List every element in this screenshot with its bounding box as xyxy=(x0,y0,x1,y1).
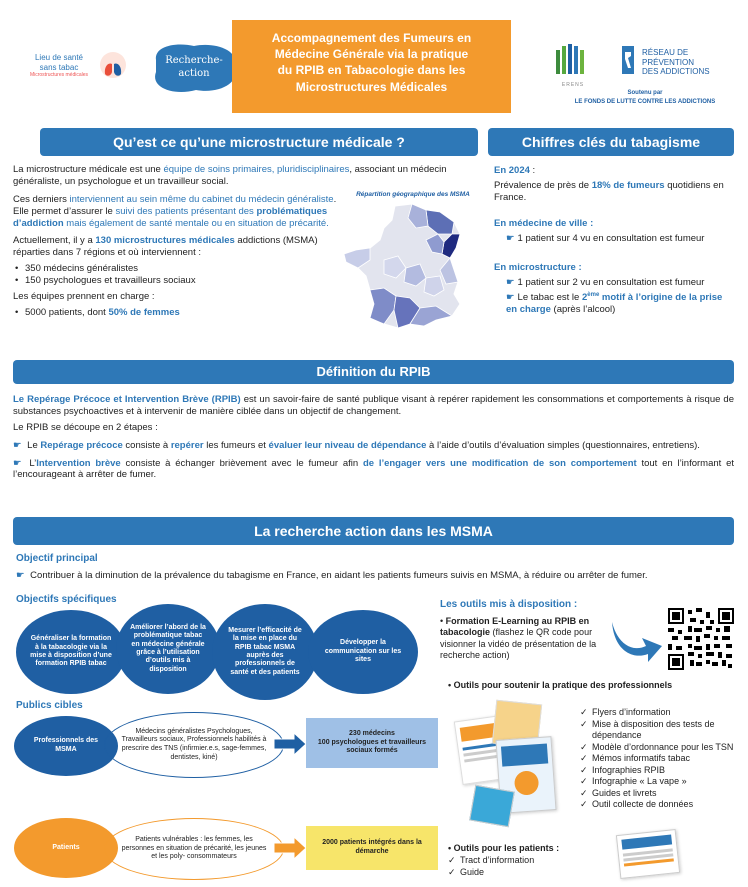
pointing-hand-icon: ☛ xyxy=(506,277,515,289)
chiffres-p4: ☛ Le tabac est le 2ème motif à l’origine de la prise en charge (après l’alcool) xyxy=(506,292,723,316)
micro-p4: Les équipes prennent en charge : xyxy=(13,290,155,302)
curved-arrow-icon xyxy=(608,616,664,664)
logo-lieu-sante xyxy=(24,50,134,90)
pro-desc: Médecins généralistes Psychologues, Travailleurs sociaux, Professionnels habilités à prescrire des TNS (infirmier.e.s, sage-femmes, dentistes, kiné) xyxy=(104,712,284,778)
arrow-right-icon xyxy=(272,732,308,756)
title-line3: du RPIB en Tabacologie dans les xyxy=(277,63,466,78)
rpib-p1: Le Repérage Précoce et Intervention Brève (RPIB) est un savoir-faire de santé publique visant à repérer rapidement les consommations et comportements à risque de substances psychoactives et à intervenir de manière ciblée dans un objectif de changement. xyxy=(13,394,734,417)
micro-banner: Qu’est ce qu’une microstructure médicale ? xyxy=(40,128,478,156)
recherche-banner: La recherche action dans les MSMA xyxy=(13,517,734,545)
map-title: Répartition géographique des MSMA xyxy=(356,191,470,198)
pointing-hand-icon: ☛ xyxy=(16,570,25,581)
publics-title: Publics cibles xyxy=(16,700,83,711)
objective-circle-2: Améliorer l’abord de la problématique tabac en médecine générale grâce à l’utilisation d’outils mis à disposition xyxy=(116,604,220,694)
patient-flyer-image xyxy=(616,829,680,879)
objective-circle-3: Mesurer l’efficacité de la mise en place du RPIB tabac MSMA auprès des professionnels de santé et des patients xyxy=(212,604,318,700)
flyers-image xyxy=(450,698,570,828)
title-line1: Accompagnement des Fumeurs en xyxy=(271,31,472,45)
logo-erens-text: ERENS xyxy=(561,81,585,88)
qr-code[interactable] xyxy=(668,608,734,670)
pat-result: 2000 patients intégrés dans la démarche xyxy=(306,826,438,870)
chiffres-h1: En 2024 : xyxy=(494,165,536,176)
pro-result: 230 médecins 100 psychologues et travailleurs sociaux formés xyxy=(306,718,438,768)
chiffres-banner: Chiffres clés du tabagisme xyxy=(488,128,734,156)
objective-circle-4: Développer la communication sur les sites xyxy=(308,610,418,694)
rpib-p4: ☛ L’Intervention brève consiste à échanger brièvement avec le fumeur afin de l’engager vers une modification de son comportement tout en l’informant et l’encourageant à arrêter de fumer. xyxy=(13,457,734,481)
logo-left-line3: Microstructures médicales xyxy=(29,72,89,79)
outils-title: Les outils mis à disposition : xyxy=(440,599,578,610)
rpa-line3: DES ADDICTIONS xyxy=(642,67,710,77)
obj-text: ☛ Contribuer à la diminution de la prévalence du tabagisme en France, en aidant les patients fumeurs suivis en MSMA, à réduire ou arrêter de fumer. xyxy=(16,570,648,581)
badge-line1: Recherche- xyxy=(165,55,223,66)
fonds-addictions: LE FONDS DE LUTTE CONTRE LES ADDICTIONS xyxy=(574,99,716,105)
list-item: • 150 psychologues et travailleurs sociaux xyxy=(13,275,483,287)
lungs-icon xyxy=(100,50,126,80)
pointing-hand-icon: ☛ xyxy=(506,232,515,244)
soutenu-par: Soutenu par xyxy=(627,90,663,96)
pat-tools-list xyxy=(448,855,588,878)
header xyxy=(0,0,748,125)
list-item: ✓ Mise à disposition des tests de dépendance xyxy=(580,719,738,742)
title-box xyxy=(232,20,511,113)
list-item: ✓ Tract d’information xyxy=(448,855,588,867)
rpib-banner: Définition du RPIB xyxy=(13,360,734,384)
micro-p1: La microstructure médicale est une équipe de soins primaires, pluridisciplinaires, associant un médecin généraliste, un psychologue et un travailleur social. xyxy=(13,164,447,187)
rpib-p3: ☛ Le Repérage précoce consiste à repérer les fumeurs et évaluer leur niveau de dépendance à l’aide d’outils d’évaluation simples (questionnaires, entretiens). xyxy=(13,439,700,451)
rpib-section xyxy=(13,394,734,481)
spec-title: Objectifs spécifiques xyxy=(16,594,117,605)
list-item: ✓ Guide xyxy=(448,867,588,879)
list-item: ✓ Mémos informatifs tabac xyxy=(580,753,738,765)
objective-circle-1: Généraliser la formation à la tabacologie via la mise à disposition d’une formation RPIB tabac xyxy=(16,610,126,694)
france-map xyxy=(340,200,475,335)
pointing-hand-icon: ☛ xyxy=(13,439,22,451)
chiffres-h3: En microstructure : xyxy=(494,262,582,274)
rpa-line2: PRÉVENTION xyxy=(642,57,695,67)
pat-tools-title: • Outils pour les patients : xyxy=(448,843,560,853)
list-item: ✓ Guides et livrets xyxy=(580,788,738,800)
logo-left-line2: sans tabac xyxy=(39,62,79,72)
pro-tools-list xyxy=(580,707,738,811)
recherche-action-badge xyxy=(146,40,242,96)
rpib-p2: Le RPIB se découpe en 2 étapes : xyxy=(13,421,158,433)
rpa-emblem-icon xyxy=(620,46,638,76)
list-item: ✓ Outil collecte de données xyxy=(580,799,738,811)
pro-label: Professionnels des MSMA xyxy=(14,716,118,776)
elearn: • Formation E-Learning au RPIB en tabacologie (flashez le QR code pour visionner la vidéo de présentation de la recherche action) xyxy=(440,616,597,660)
logo-left-line1: Lieu de santé xyxy=(34,53,84,62)
micro-p2: Ces derniers interviennent au sein même du cabinet du médecin généraliste. Elle permet d’assurer le suivi des patients présentant des problématiques d’addiction mais également de santé mentale ou en situation de précarité. xyxy=(13,193,337,229)
title-line2: Médecine Générale via la pratique xyxy=(274,47,469,62)
chiffres-h2: En médecine de ville : xyxy=(494,217,594,229)
pointing-hand-icon: ☛ xyxy=(506,292,515,304)
logo-rpa xyxy=(620,46,730,86)
pat-label: Patients xyxy=(14,818,118,878)
chiffres-p3: ☛ 1 patient sur 2 vu en consultation est fumeur xyxy=(506,277,705,289)
list-item: ✓ Flyers d’information xyxy=(580,707,738,719)
micro-p3: Actuellement, il y a 130 microstructures médicales addictions (MSMA) réparties dans 7 régions et où interviennent : xyxy=(13,235,318,259)
list-item: • 350 médecins généralistes xyxy=(13,263,483,275)
chiffres-p2: ☛ 1 patient sur 4 vu en consultation est fumeur xyxy=(506,232,705,244)
pro-tools-title: • Outils pour soutenir la pratique des professionnels xyxy=(448,680,673,690)
chiffres-p1: Prévalence de près de 18% de fumeurs quotidiens en France. xyxy=(494,179,724,203)
list-item: ✓ Modèle d’ordonnance pour les TSN xyxy=(580,742,738,754)
list-item: ✓ Infographie « La vape » xyxy=(580,776,738,788)
list-item: ✓ Infographies RPIB xyxy=(580,765,738,777)
rpa-line1: RÉSEAU DE xyxy=(642,48,689,57)
title-line4: Microstructures Médicales xyxy=(295,79,448,94)
pointing-hand-icon: ☛ xyxy=(13,457,22,469)
logo-erens xyxy=(550,42,596,86)
list-item: • 5000 patients, dont 50% de femmes xyxy=(13,307,483,319)
arrow-right-icon xyxy=(272,836,308,860)
chiffres-section xyxy=(494,165,734,316)
obj-title: Objectif principal xyxy=(16,553,98,564)
erens-emblem-icon xyxy=(550,42,596,78)
badge-line2: action xyxy=(178,67,210,79)
pat-desc: Patients vulnérables : les femmes, les personnes en situation de précarité, les jeunes et les poly- consommateurs xyxy=(104,818,284,880)
